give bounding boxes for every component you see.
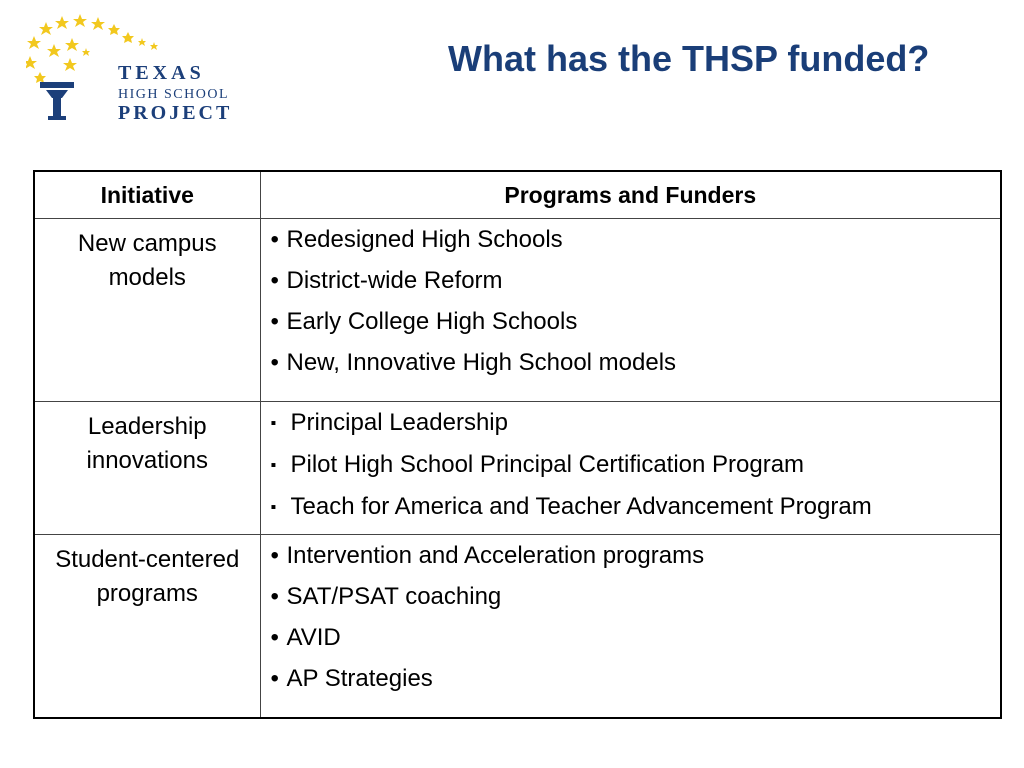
list-item [271,348,993,378]
program-name: District-wide Reform [286,267,503,294]
bullet-icon: • [270,267,279,294]
program-name: Redesigned High Schools [286,226,563,253]
bullet-icon: • [270,583,279,610]
list-item [271,266,993,296]
programs-cell [260,535,1001,718]
initiative-cell: Student-centered programs [34,535,260,718]
program-name: New, Innovative High School models [286,349,677,376]
program-list [271,408,993,523]
program-list [271,225,993,378]
program-name: AVID [286,624,341,651]
texas-high-school-project-logo [26,14,236,124]
bullet-icon: • [270,308,279,335]
square-bullet-icon: ▪ [270,457,277,474]
initiative-cell: Leadership innovations [34,402,260,535]
bullet-icon: • [270,624,279,651]
initiative-cell: New campus models [34,219,260,402]
list-item [271,307,993,337]
program-name: Principal Leadership [290,409,508,436]
bullet-icon: • [270,226,279,253]
table-row [34,402,1001,535]
bullet-icon: • [270,542,279,569]
program-name: Intervention and Acceleration programs [286,542,705,569]
table-header-row [34,171,1001,219]
list-item [271,664,993,694]
list-item [271,225,993,255]
program-list [271,541,993,694]
header-programs-and-funders: Programs and Funders [260,171,1001,219]
square-bullet-icon: ▪ [270,415,277,432]
logo-text-high-school: HIGH SCHOOL [118,87,229,102]
list-item [271,492,993,523]
program-name: AP Strategies [286,665,433,692]
program-name: SAT/PSAT coaching [286,583,502,610]
bullet-icon: • [270,665,279,692]
program-name: Teach for America and Teacher Advancement Program [290,493,872,520]
table-row [34,219,1001,402]
header-initiative: Initiative [34,171,260,219]
programs-cell [260,402,1001,535]
list-item [271,582,993,612]
list-item [271,541,993,571]
program-name: Pilot High School Principal Certification Program [290,451,805,478]
initiatives-table [33,170,1002,719]
program-name: Early College High Schools [286,308,578,335]
square-bullet-icon: ▪ [270,499,277,516]
logo-text-project: PROJECT [118,102,233,124]
list-item [271,623,993,653]
list-item [271,408,993,439]
logo-text-texas: TEXAS [118,62,205,84]
programs-cell [260,219,1001,402]
bullet-icon: • [270,349,279,376]
slide-title: What has the THSP funded? [448,38,930,79]
table-row [34,535,1001,718]
list-item [271,450,993,481]
